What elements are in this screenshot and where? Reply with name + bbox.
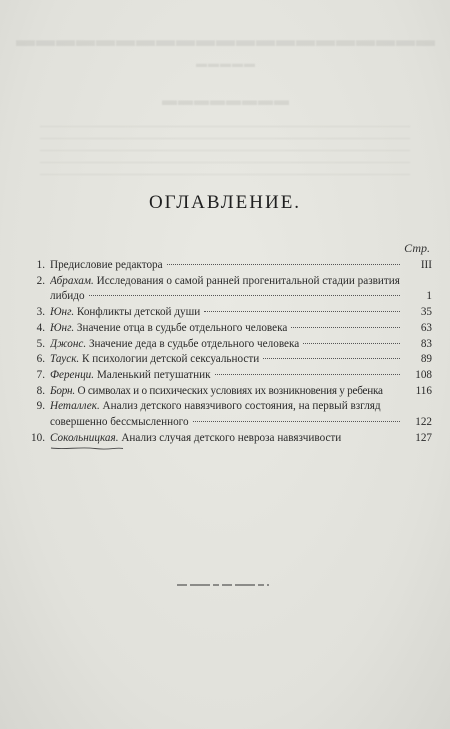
entry-title: Конфликты детской души	[76, 306, 201, 319]
entry-title: Исследования о самой ранней прогенитальной стадии развития	[96, 274, 400, 287]
table-of-contents	[28, 258, 432, 446]
entry-title-continued: совершенно бессмысленного	[50, 416, 189, 429]
entry-page: 35	[420, 306, 432, 319]
entry-author: Сокольницкая.	[50, 431, 119, 444]
entry-number: 5.	[36, 337, 45, 350]
dot-leader	[263, 358, 400, 359]
dot-leader	[291, 327, 400, 328]
entry-title: Маленький петушатник	[96, 368, 211, 381]
entry-number: 8.	[36, 384, 45, 397]
toc-entry	[28, 399, 432, 430]
entry-title: К психологии детской сексуальности	[82, 353, 260, 366]
dot-leader	[167, 264, 400, 265]
dot-leader	[204, 311, 400, 312]
entry-page: 116	[415, 384, 432, 397]
bleed-through-text: ▬▬▬▬▬▬▬▬▬▬▬▬▬▬▬▬▬▬▬▬▬	[15, 30, 435, 51]
entry-page: 89	[420, 353, 432, 366]
entry-page: III	[420, 259, 432, 271]
entry-author: Юнг.	[50, 306, 75, 319]
entry-number: 3.	[36, 306, 45, 319]
bleed-through-lines	[40, 118, 410, 178]
toc-entry	[28, 274, 432, 305]
toc-entry	[28, 258, 432, 274]
toc-entry	[28, 337, 432, 353]
toc-entry	[28, 384, 432, 400]
entry-author: Тауск.	[50, 353, 80, 366]
entry-title: Значение отца в судьбе отдельного человека	[76, 321, 288, 334]
entry-author: Борн.	[50, 384, 75, 397]
entry-page: 1	[426, 290, 432, 303]
entry-author: Абрахам.	[50, 274, 94, 287]
entry-author: Неталлек.	[50, 400, 100, 413]
entry-number: 2.	[36, 274, 45, 287]
page-title: ОГЛАВЛЕНИЕ.	[148, 192, 302, 213]
entry-number: 7.	[36, 368, 45, 381]
dot-leader	[89, 295, 400, 296]
dot-leader	[193, 421, 400, 422]
entry-title: Анализ детского навязчивого состояния, на первый взгляд	[102, 400, 381, 413]
entry-page: 83	[420, 337, 432, 350]
entry-title: Анализ случая детского невроза навязчивости	[121, 431, 342, 444]
dot-leader	[215, 374, 400, 375]
entry-title: Предисловие редактора	[50, 259, 163, 271]
handwritten-underline	[50, 445, 124, 451]
entry-author: Джонс.	[50, 337, 87, 350]
entry-title: О символах и о психических условиях их возникновения у ребенка	[77, 384, 383, 397]
entry-number: 1.	[36, 259, 45, 271]
toc-entry	[28, 368, 432, 384]
page-column-label: Стр.	[404, 241, 430, 255]
dot-leader	[303, 343, 400, 344]
entry-title-continued: либидо	[50, 290, 85, 303]
entry-title: Значение деда в судьбе отдельного человека	[88, 337, 300, 350]
entry-page: 122	[415, 416, 432, 429]
closing-ornament-rule	[175, 583, 271, 587]
entry-number: 10.	[31, 431, 45, 444]
bleed-through-text: ▬▬▬▬▬	[195, 58, 255, 70]
entry-number: 9.	[36, 400, 45, 413]
entry-author: Ференци.	[50, 368, 95, 381]
toc-entry	[28, 431, 432, 447]
bleed-through-text: ▬▬▬▬▬▬▬▬	[161, 93, 289, 109]
entry-number: 6.	[36, 353, 45, 366]
toc-entry	[28, 352, 432, 368]
toc-entry	[28, 321, 432, 337]
entry-page: 108	[415, 368, 432, 381]
entry-number: 4.	[36, 321, 45, 334]
dot-leader	[387, 390, 400, 391]
entry-author: Юнг.	[50, 321, 75, 334]
dot-leader	[345, 437, 400, 438]
toc-entry	[28, 305, 432, 321]
entry-page: 63	[420, 321, 432, 334]
entry-page: 127	[415, 431, 432, 444]
